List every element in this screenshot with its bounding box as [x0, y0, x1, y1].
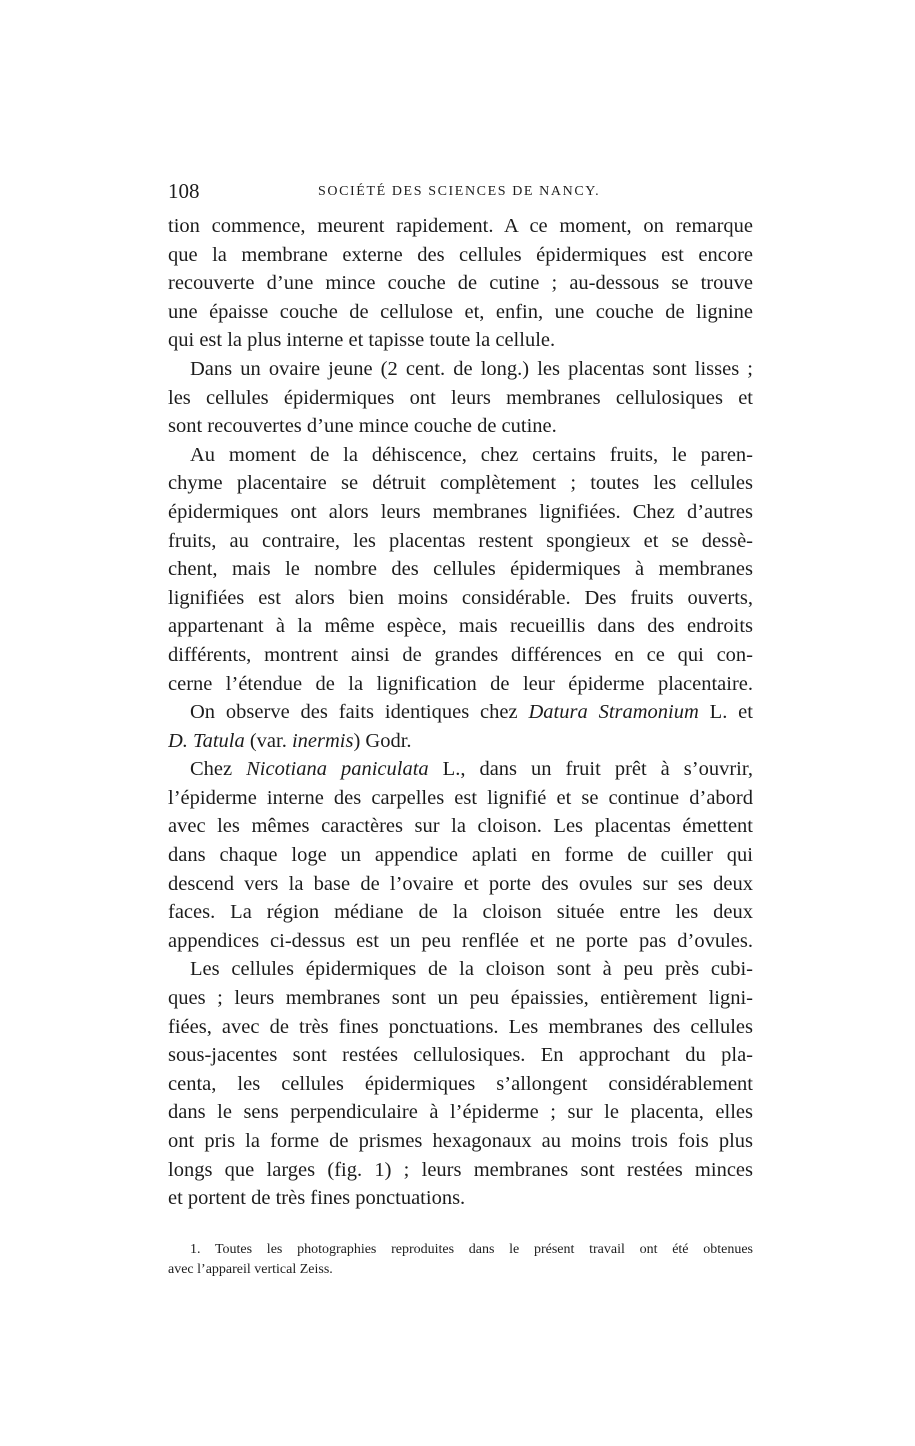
text-line: épidermiques ont alors leurs membranes lignifiées. Chez d’autres: [168, 500, 753, 523]
text-line: appartenant à la même espèce, mais recueillis dans des endroits: [168, 615, 753, 638]
page-number: 108: [168, 179, 200, 203]
text-run: (var.: [244, 729, 292, 752]
footnote: [168, 1240, 753, 1280]
text-line: Au moment de la déhiscence, chez certains fruits, le paren-: [190, 443, 753, 466]
species-name: Nicotiana paniculata: [246, 758, 429, 781]
text-line: lignifiées est alors bien moins considérable. Des fruits ouverts,: [168, 586, 753, 609]
text-line: recouverte d’une mince couche de cutine ; au-dessous se trouve: [168, 272, 753, 295]
text-run: ) Godr.: [353, 729, 412, 752]
text-line: Dans un ovaire jeune (2 cent. de long.) les placentas sont lisses ;: [190, 357, 753, 380]
page-header: [168, 178, 753, 204]
text-line: sont recouvertes d’une mince couche de cutine.: [168, 415, 557, 438]
text-line: centa, les cellules épidermiques s’allongent considérablement: [168, 1072, 753, 1095]
body-text: [168, 212, 753, 1213]
text-line: Les cellules épidermiques de la cloison sont à peu près cubi-: [190, 958, 753, 981]
text-line: les cellules épidermiques ont leurs membranes cellulosiques et: [168, 386, 753, 409]
text-line: différents, montrent ainsi de grandes différences en ce qui con-: [168, 643, 753, 666]
text-line: avec les mêmes caractères sur la cloison. Les placentas émettent: [168, 815, 753, 838]
text-run: On observe des faits identiques chez: [190, 701, 529, 724]
text-line: dans chaque loge un appendice aplati en forme de cuiller qui: [168, 844, 753, 867]
text-line: l’épiderme interne des carpelles est lignifié et se continue d’abord: [168, 786, 753, 809]
footnote-line: 1. Toutes les photographies reproduites dans le présent travail ont été obtenues: [190, 1242, 753, 1257]
text-line: dans le sens perpendiculaire à l’épiderme ; sur le placenta, elles: [168, 1101, 753, 1124]
species-name: D. Tatula: [168, 729, 245, 752]
text-line: [168, 755, 753, 784]
text-line: [168, 698, 753, 727]
text-line: descend vers la base de l’ovaire et porte des ovules sur ses deux: [168, 872, 753, 895]
running-head: SOCIÉTÉ DES SCIENCES DE NANCY.: [318, 184, 601, 199]
text-line: longs que larges (fig. 1) ; leurs membranes sont restées minces: [168, 1158, 753, 1181]
text-line: cerne l’étendue de la lignification de leur épiderme placentaire.: [168, 672, 753, 695]
text-run: L., dans un fruit prêt à s’ouvrir,: [428, 758, 753, 781]
text-line: fiées, avec de très fines ponctuations. Les membranes des cellules: [168, 1015, 753, 1038]
text-line: ques ; leurs membranes sont un peu épaissies, entièrement ligni-: [168, 987, 753, 1010]
text-line: faces. La région médiane de la cloison située entre les deux: [168, 901, 753, 924]
species-name: Datura Stramonium: [528, 701, 699, 724]
text-line: fruits, au contraire, les placentas restent spongieux et se dessè-: [168, 529, 753, 552]
text-line: chent, mais le nombre des cellules épidermiques à membranes: [168, 558, 753, 581]
text-line: chyme placentaire se détruit complètement ; toutes les cellules: [168, 472, 753, 495]
variety-name: inermis: [291, 729, 354, 752]
text-line: et portent de très fines ponctuations.: [168, 1187, 466, 1210]
text-line: sous-jacentes sont restées cellulosiques. En approchant du pla-: [168, 1044, 753, 1067]
text-line: appendices ci-dessus est un peu renflée et ne porte pas d’ovules.: [168, 929, 753, 952]
text-line: une épaisse couche de cellulose et, enfin, une couche de lignine: [168, 300, 753, 323]
text-line: qui est la plus interne et tapisse toute la cellule.: [168, 329, 556, 352]
text-line: que la membrane externe des cellules épidermiques est encore: [168, 243, 753, 266]
text-line: [168, 727, 753, 756]
text-line: ont pris la forme de prismes hexagonaux au moins trois fois plus: [168, 1130, 753, 1152]
text-run: L. et: [698, 701, 753, 724]
text-run: Chez: [190, 758, 247, 781]
footnote-line: avec l’appareil vertical Zeiss.: [168, 1262, 333, 1277]
text-line: tion commence, meurent rapidement. A ce moment, on remarque: [168, 215, 753, 237]
